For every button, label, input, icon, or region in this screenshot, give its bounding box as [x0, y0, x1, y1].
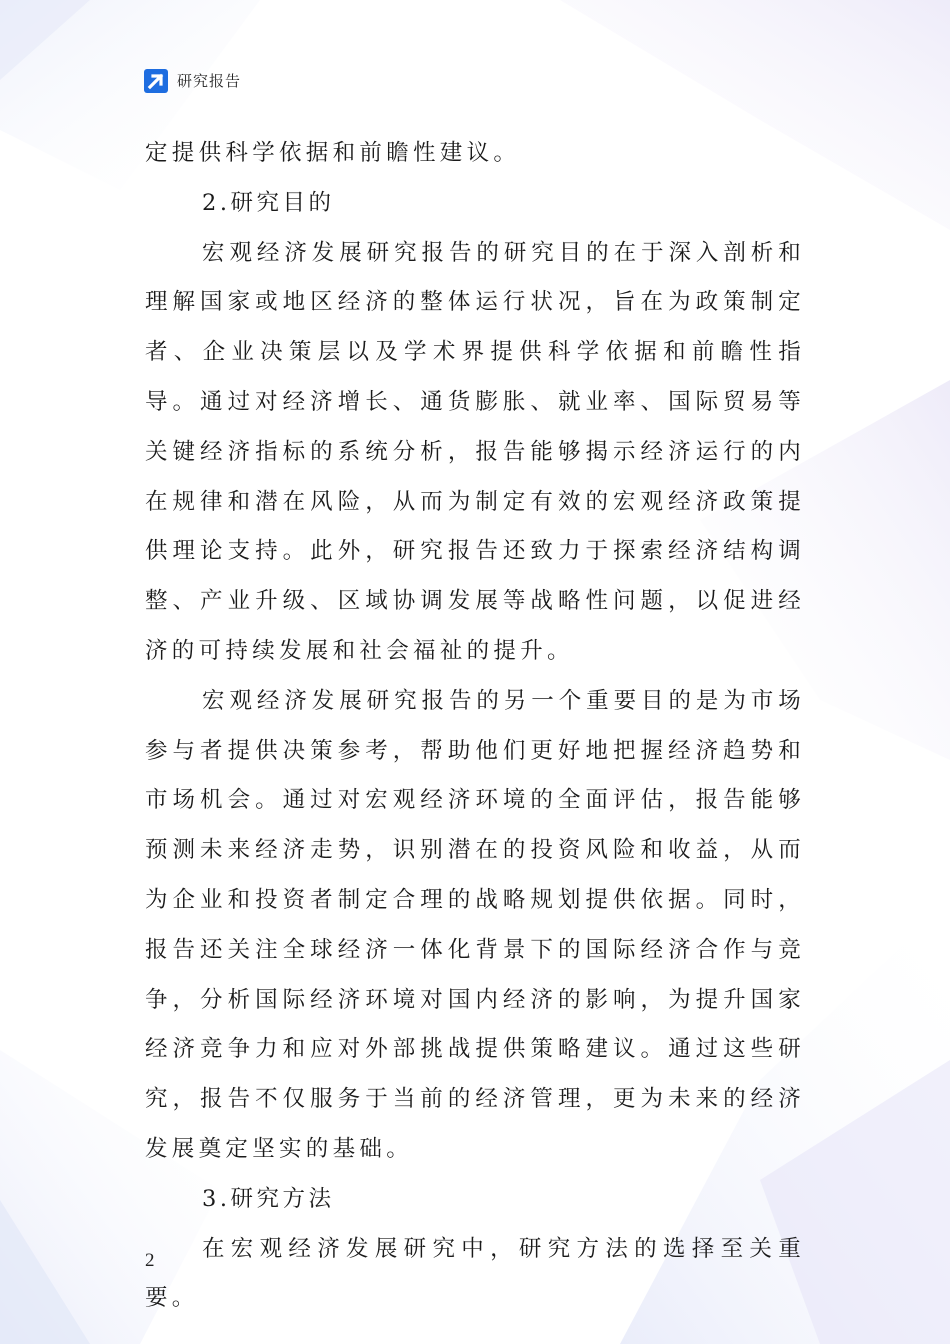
paragraph-purpose-1: 宏观经济发展研究报告的研究目的在于深入剖析和理解国家或地区经济的整体运行状况，旨在为政策制定者、企业决策层以及学术界提供科学依据和前瞻性指导。通过对经济增长、通货膨胀、就业率、国际贸易等关键经济指标的系统分析，报告能够揭示经济运行的内在规律和潜在风险，从而为制定有效的宏观经济政策提供理论支持。此外，研究报告还致力于探索经济结构调整、产业升级、区域协调发展等战略性问题，以促进经济的可持续发展和社会福祉的提升。 [145, 239, 805, 664]
section-heading-methods: 3.研究方法 [202, 1185, 335, 1212]
paragraph-continuation: 定提供科学依据和前瞻性建议。 [145, 140, 521, 166]
paragraph-purpose-2: 宏观经济发展研究报告的另一个重要目的是为市场参与者提供决策参考，帮助他们更好地把握经济趋势和市场机会。通过对宏观经济环境的全面评估，报告能够预测未来经济走势，识别潜在的投资风险和收益，从而为企业和投资者制定合理的战略规划提供依据。同时，报告还关注全球经济一体化背景下的国际经济合作与竞争，分析国际经济环境对国内经济的影响，为提升国家经济竞争力和应对外部挑战提供策略建议。通过这些研究，报告不仅服务于当前的经济管理，更为未来的经济发展奠定坚实的基础。 [145, 687, 805, 1162]
header-title: 研究报告 [177, 72, 242, 90]
paragraph-methods-1: 在宏观经济发展研究中，研究方法的选择至关重要。 [145, 1235, 805, 1312]
document-body [145, 129, 805, 1324]
report-header [143, 68, 241, 94]
page-number: 2 [145, 1250, 155, 1271]
section-heading-purpose: 2.研究目的 [202, 189, 335, 216]
arrow-up-right-icon [143, 68, 169, 94]
